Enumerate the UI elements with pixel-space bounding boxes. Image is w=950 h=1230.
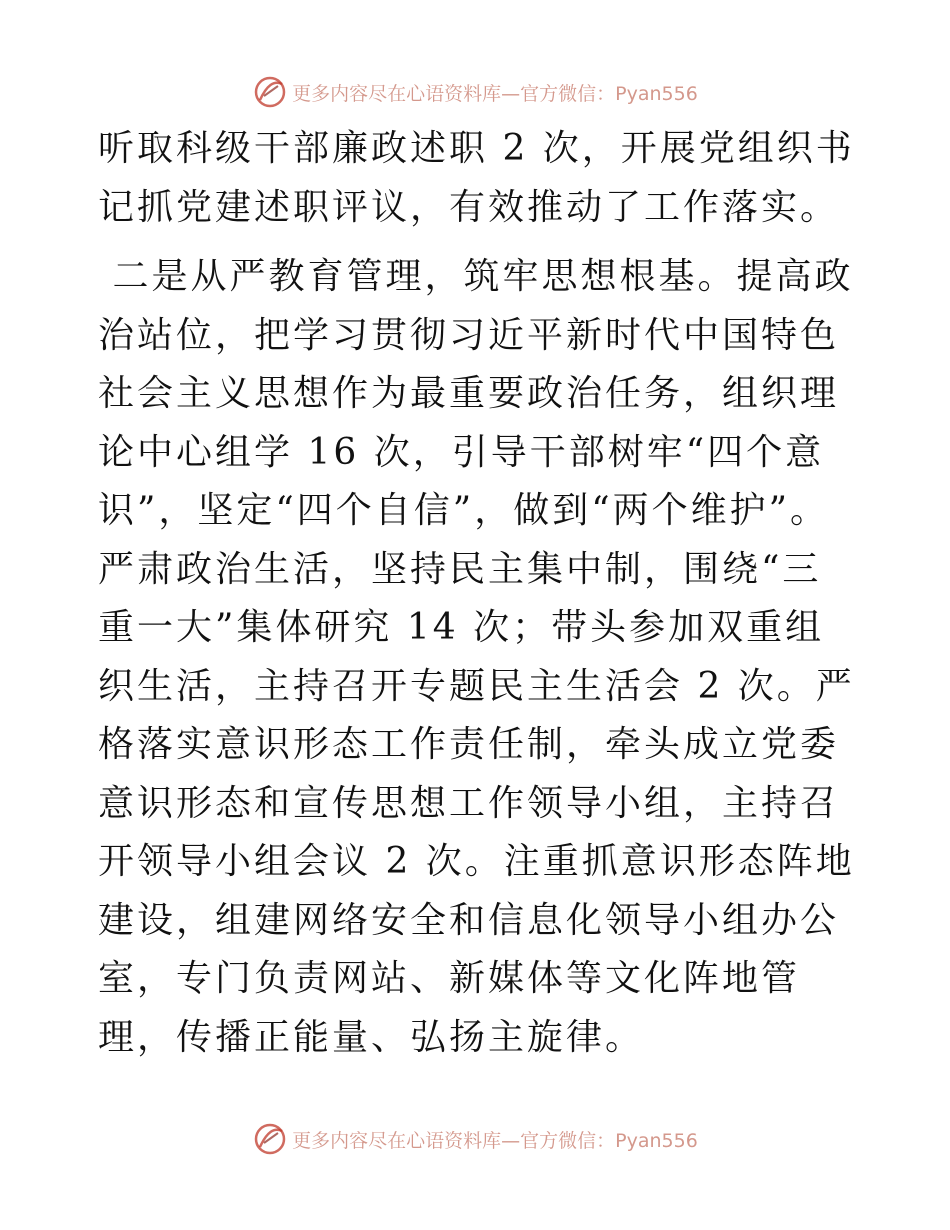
paragraph: 听取科级干部廉政述职 2 次，开展党组织书记抓党建述职评议，有效推动了工作落实。 (98, 128, 855, 228)
footer-watermark (0, 1119, 950, 1159)
paragraph: 二是从严教育管理，筑牢思想根基。提高政治站位，把学习贯彻习近平新时代中国特色社会主义思想作为最重要政治任务，组织理论中心组学 16 次，引导干部树牢“四个意识”，坚定“四个自信”，做到“两个维护”。严肃政治生活，坚持民主集中制，围绕“三重一大”集体研究 14 次；带头参加双重组织生活，主持召开专题民主生活会 2 次。严格落实意识形态工作责任制，牵头成立党委意识形态和宣传思想工作领导小组，主持召开领导小组会议 2 次。注重抓意识形态阵地建设，组建网络安全和信息化领导小组办公室，专门负责网站、新媒体等文化阵地管理，传播正能量、弘扬主旋律。 (98, 256, 855, 1058)
header-watermark (0, 72, 950, 112)
watermark-logo (252, 1121, 288, 1157)
watermark-text: 更多内容尽在心语资料库—官方微信：Pyan556 (292, 82, 698, 105)
document-body (98, 120, 858, 1067)
watermark-text: 更多内容尽在心语资料库—官方微信：Pyan556 (292, 1129, 698, 1152)
watermark-logo (252, 74, 288, 110)
